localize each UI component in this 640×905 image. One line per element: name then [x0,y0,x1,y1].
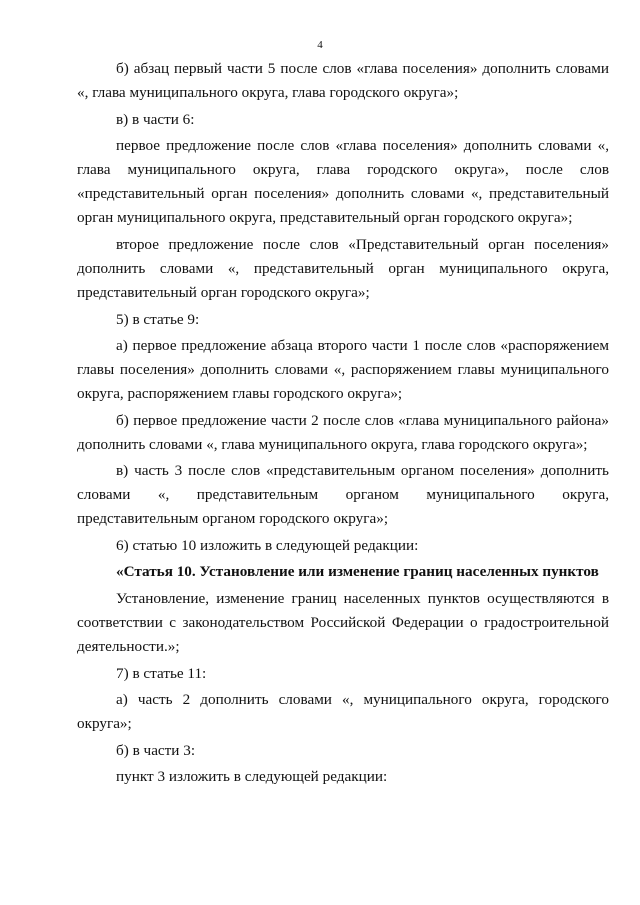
paragraph: 6) статью 10 изложить в следующей редакции: [116,536,419,554]
document-body [77,57,609,792]
paragraph: в) часть 3 после слов «представительным органом поселения» дополнить словами «, представительным органом муниципального округа, представительным органом городского округа»; [77,462,609,528]
paragraph: а) часть 2 дополнить словами «, муниципального округа, городского округа»; [77,691,609,733]
paragraph: б) в части 3: [116,741,196,759]
paragraph: 7) в статье 11: [116,664,207,682]
paragraph: а) первое предложение абзаца второго части 1 после слов «распоряжением главы поселения» дополнить словами «, распоряжением главы муниципального округа, распоряжением главы городского округа»; [77,336,609,403]
paragraph: второе предложение после слов «Представительный орган поселения» дополнить словами «, представительный орган муниципального округа, представительный орган городского округа»; [77,235,609,302]
page-number: 4 [317,39,323,51]
paragraph: б) абзац первый части 5 после слов «глава поселения» дополнить словами «, глава муниципального округа, глава городского округа»; [77,60,609,102]
paragraph: 5) в статье 9: [116,310,200,328]
paragraph: Установление, изменение границ населенных пунктов осуществляются в соответствии с законодательством Российской Федерации о градостроительной деятельности.»; [77,589,609,656]
paragraph: пункт 3 изложить в следующей редакции: [116,768,388,786]
paragraph: первое предложение после слов «глава поселения» дополнить словами «, глава муниципального округа, глава городского округа», после слов «представительный орган поселения» дополнить словами «, представительный орган муниципального округа, представительный орган городского округа»; [77,137,609,227]
article-heading: «Статья 10. Установление или изменение границ населенных пунктов [116,563,599,581]
paragraph: в) в части 6: [116,110,195,128]
paragraph: б) первое предложение части 2 после слов «глава муниципального района» дополнить словами «, глава муниципального округа, глава городского округа»; [77,411,609,453]
